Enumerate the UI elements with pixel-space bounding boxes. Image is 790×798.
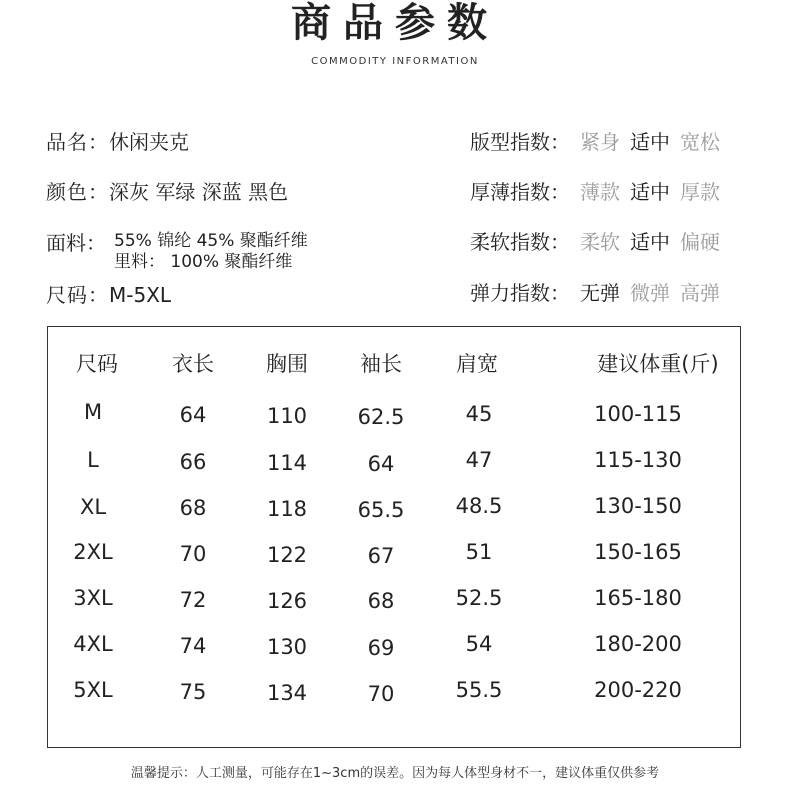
index-label: 版型指数： (470, 130, 570, 154)
product-name-row (46, 130, 189, 154)
table-cell: 65.5 (357, 498, 405, 522)
index-row (470, 281, 720, 305)
index-row (470, 180, 720, 204)
product-size-value: M-5XL (109, 283, 172, 307)
index-option: 柔软 (580, 230, 620, 254)
index-label: 厚薄指数： (470, 180, 570, 204)
index-option: 适中 (630, 180, 670, 204)
table-header-cell: 尺码 (76, 352, 118, 376)
table-cell: 3XL (73, 586, 113, 610)
table-cell: 134 (266, 681, 308, 705)
product-size-label: 尺码： (46, 283, 109, 307)
table-cell: 48.5 (455, 494, 503, 518)
index-option: 高弹 (680, 281, 720, 305)
index-option: 适中 (630, 130, 670, 154)
table-cell: 122 (266, 543, 308, 567)
table-cell: 62.5 (357, 405, 405, 429)
table-header-cell: 肩宽 (456, 352, 498, 376)
table-cell: 72 (179, 588, 207, 612)
table-cell: 68 (367, 589, 395, 613)
product-fabric-label: 面料： (46, 231, 106, 255)
table-cell: 47 (465, 448, 493, 472)
table-cell: 74 (179, 634, 207, 658)
size-table (47, 326, 741, 748)
table-cell: M (83, 400, 103, 424)
table-cell: 114 (266, 451, 308, 475)
product-color-value: 深灰 军绿 深蓝 黑色 (109, 180, 289, 204)
table-cell: 45 (465, 402, 493, 426)
table-cell: 115-130 (594, 448, 682, 472)
table-cell: 69 (367, 636, 395, 660)
index-option: 偏硬 (680, 230, 720, 254)
table-cell: 51 (465, 540, 493, 564)
table-cell: XL (79, 495, 107, 519)
table-cell: 180-200 (594, 632, 682, 656)
table-cell: 200-220 (594, 678, 682, 702)
table-cell: 70 (179, 542, 207, 566)
index-option: 微弹 (630, 281, 670, 305)
table-cell: 118 (266, 497, 308, 521)
table-cell: L (87, 448, 99, 472)
index-option: 紧身 (580, 130, 620, 154)
table-header-cell: 建议体重(斤) (597, 352, 719, 376)
product-color-row (46, 180, 288, 204)
table-cell: 2XL (73, 540, 113, 564)
index-option: 厚款 (680, 180, 720, 204)
table-cell: 100-115 (594, 402, 682, 426)
table-cell: 68 (179, 496, 207, 520)
table-cell: 4XL (73, 632, 113, 656)
index-option: 适中 (630, 230, 670, 254)
table-cell: 52.5 (455, 586, 503, 610)
index-label: 弹力指数： (470, 281, 570, 305)
product-color-label: 颜色： (46, 180, 109, 204)
table-cell: 55.5 (455, 678, 503, 702)
table-cell: 67 (367, 544, 395, 568)
index-label: 柔软指数： (470, 230, 570, 254)
product-fabric-line1: 55% 锦纶 45% 聚酯纤维 (114, 231, 308, 251)
table-cell: 70 (367, 682, 395, 706)
table-header-cell: 袖长 (360, 352, 402, 376)
table-cell: 130-150 (594, 494, 682, 518)
table-cell: 126 (266, 589, 308, 613)
product-name-label: 品名： (46, 130, 109, 154)
table-header-cell: 衣长 (172, 352, 214, 376)
index-option: 薄款 (580, 180, 620, 204)
table-cell: 75 (179, 680, 207, 704)
index-option: 宽松 (680, 130, 720, 154)
table-cell: 54 (465, 632, 493, 656)
product-size-row (46, 283, 171, 307)
table-cell: 130 (266, 635, 308, 659)
index-row (470, 230, 720, 254)
table-cell: 64 (367, 452, 395, 476)
product-name-value: 休闲夹克 (109, 130, 189, 154)
product-fabric-line2: 里料： 100% 聚酯纤维 (114, 252, 293, 272)
table-cell: 150-165 (594, 540, 682, 564)
index-option: 无弹 (580, 281, 620, 305)
table-cell: 165-180 (594, 586, 682, 610)
table-cell: 64 (179, 403, 207, 427)
page-title: 商品参数 (291, 0, 499, 46)
table-header-cell: 胸围 (266, 352, 308, 376)
table-cell: 5XL (73, 678, 113, 702)
table-cell: 66 (179, 450, 207, 474)
table-cell: 110 (266, 404, 308, 428)
footer-note: 温馨提示：人工测量，可能存在1~3cm的误差。因为每人体型身材不一，建议体重仅供参考 (130, 766, 660, 781)
page-subtitle: COMMODITY INFORMATION (311, 56, 479, 67)
index-row (470, 130, 720, 154)
